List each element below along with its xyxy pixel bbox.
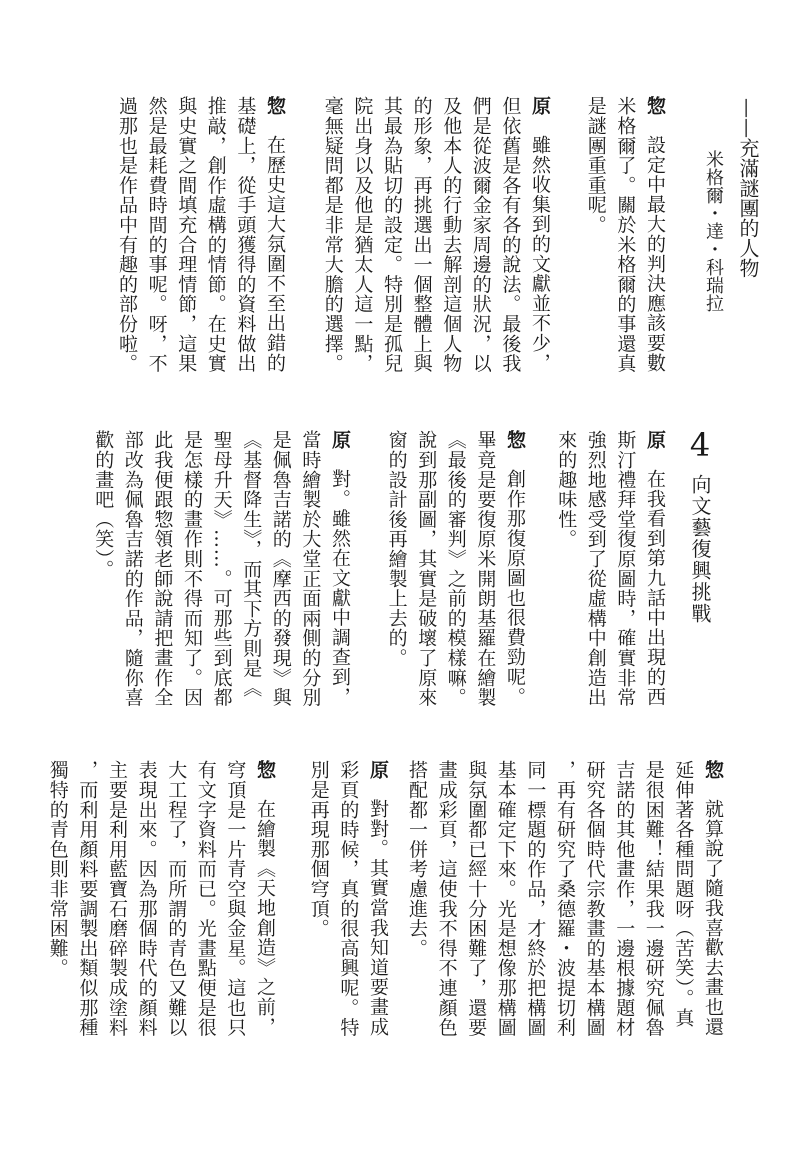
chapter-heading <box>681 426 719 625</box>
text-line: 此我便跟惣領老師說請把畫作全 <box>151 430 174 708</box>
speaker-mark: 原 <box>329 430 351 450</box>
text-column <box>75 760 99 1037</box>
text-column <box>554 430 578 549</box>
text-line: 畫成彩頁，這使我不得不連顏色 <box>435 760 458 1038</box>
speaker-mark: 原 <box>367 760 389 780</box>
text-line: 來的趣味性。 <box>555 430 578 549</box>
text-column <box>223 760 247 1037</box>
text-line: 獨特的青色則非常困難。 <box>46 760 69 978</box>
text-line: 毫無疑問都是非常大膽的選擇。 <box>321 96 344 374</box>
text-column <box>115 96 139 373</box>
text-column <box>405 760 429 958</box>
text-line: 在歷史這大氛圍不至出錯的 <box>264 134 286 373</box>
text-line: ，再有研究了桑德羅・波提切利 <box>554 760 576 1038</box>
text-column <box>494 760 518 1037</box>
text-line: 有文字資料而已。光畫點便是很 <box>194 760 217 1038</box>
text-column <box>46 760 70 978</box>
text-column <box>135 760 159 1037</box>
text-line: 同一標題的作品，才終於把構圖 <box>524 760 547 1038</box>
text-line: 別是再現那個穹頂。 <box>307 760 330 939</box>
text-column <box>328 430 352 706</box>
text-line: 在繪製《天地創造》之前， <box>254 798 276 1037</box>
text-line: 然是最耗費時間的事呢。呀，不 <box>145 96 168 374</box>
text-column <box>263 96 287 372</box>
text-column <box>410 96 434 373</box>
text-line: 是謎團重重呢。 <box>584 96 607 235</box>
text-line: 畢竟是要復原米開朗基羅在繪製 <box>474 430 497 708</box>
text-line: 米格爾了。關於米格爾的事還真 <box>614 96 637 374</box>
text-line: 是怎樣的畫作則不得而知了。因 <box>181 430 203 708</box>
chapter-title: 向文藝復興挑戰 <box>688 474 712 625</box>
text-column <box>523 760 547 1037</box>
text-line: 設定中最大的判決應該要數 <box>644 134 666 373</box>
text-line: 彩頁的時候，真的很高興呢。特 <box>337 760 360 1038</box>
text-column <box>164 760 188 1037</box>
text-column <box>180 430 204 707</box>
text-column <box>642 760 666 1037</box>
text-line: 雖然收集到的文獻並不少， <box>529 134 551 373</box>
text-column <box>612 760 636 1037</box>
text-column <box>350 96 374 373</box>
text-line: 對對。其實當我知道要畫成 <box>367 798 389 1037</box>
text-column <box>435 760 459 1037</box>
text-column <box>307 760 331 938</box>
text-column <box>366 760 390 1036</box>
text-line: 但依舊是各有各的說法。最後我 <box>499 96 522 374</box>
text-line: 其最為貼切的設定。特別是孤兒 <box>381 96 403 374</box>
text-line: 主要是利用藍寶石磨碎製成塗料 <box>106 760 128 1038</box>
text-line: 強烈地感受到了從虛構中創造出 <box>584 430 607 708</box>
text-column <box>503 430 527 706</box>
section-subtitle: 米格爾・達・科瑞拉 <box>703 150 724 312</box>
text-line: 是佩魯吉諾的《摩西的發現》與 <box>269 430 292 708</box>
text-line: 表現出來。因為那個時代的顏料 <box>135 760 158 1038</box>
text-line: 就算說了隨我喜歡去畫也還 <box>702 798 724 1037</box>
speaker-mark: 原 <box>529 96 551 116</box>
text-column <box>91 430 115 579</box>
text-line: 斯汀禮拜堂復原圖時，確實非常 <box>614 430 637 708</box>
text-line: 窗的設計後再繪製上去的。 <box>385 430 408 668</box>
text-line: 對。雖然在文獻中調查到， <box>329 468 351 707</box>
text-line: 大工程了，而所謂的青色又難以 <box>165 760 188 1038</box>
text-column <box>498 96 522 373</box>
chapter-number: 4 <box>681 426 719 464</box>
text-line: 們是從波爾金家周邊的狀況，以 <box>469 96 492 374</box>
text-line: ，而利用顏料要調製出類似那種 <box>76 760 99 1038</box>
text-line: 基本確定下來。光是想像那構圖 <box>494 760 517 1038</box>
text-column <box>469 96 493 373</box>
text-line: 延伸著各種問題呀（苦笑）。真 <box>672 760 695 1028</box>
text-column <box>584 96 608 235</box>
text-column <box>414 430 438 707</box>
text-column <box>174 96 198 373</box>
text-column <box>464 760 488 1037</box>
text-column <box>528 96 552 372</box>
text-line: 穹頂是一片青空與金星。這也只 <box>224 760 247 1038</box>
text-line: 創作那復原圖也很費勁呢。 <box>504 468 526 707</box>
text-column <box>473 430 497 707</box>
text-line: 說到那副圖，其實是破壞了原來 <box>415 430 438 708</box>
text-column <box>583 760 607 1037</box>
text-column <box>444 430 468 707</box>
speaker-mark: 惣 <box>264 96 286 116</box>
text-line: 是很困難！結果我一邊研究佩魯 <box>642 760 665 1038</box>
text-line: 及他本人的行動去解剖這個人物 <box>440 96 463 374</box>
text-column <box>204 96 228 373</box>
speaker-mark: 原 <box>644 430 666 450</box>
text-line: 歡的畫吧（笑）。 <box>92 430 115 579</box>
text-column <box>145 96 169 373</box>
text-column <box>613 96 637 373</box>
text-line: 《基督降生》，而其下方則是《 <box>240 430 263 698</box>
text-column <box>233 96 257 373</box>
text-column <box>671 760 695 1028</box>
text-line: 過那也是作品中有趣的部份啦。 <box>116 96 138 374</box>
text-line: 吉諾的其他畫作，一邊根據題材 <box>613 760 636 1038</box>
speaker-mark: 惣 <box>504 430 526 450</box>
speaker-mark: 惣 <box>702 760 724 780</box>
text-column <box>105 760 129 1037</box>
text-column <box>194 760 218 1037</box>
text-column <box>385 430 409 668</box>
text-column <box>269 430 293 707</box>
speaker-mark: 惣 <box>644 96 666 116</box>
text-line: 部改為佩魯吉諾的作品，隨你喜 <box>121 430 144 708</box>
text-line: 推敲，創作虛構的情節。在史實 <box>204 96 227 374</box>
speaker-mark: 惣 <box>254 760 276 780</box>
text-column <box>380 96 404 373</box>
text-column <box>584 430 608 707</box>
text-line: 《最後的審判》之前的模樣嘛。 <box>444 430 467 708</box>
section-title: ——充滿謎團的人物 <box>736 98 760 278</box>
text-line: 與氛圍都已經十分困難了，還要 <box>465 760 488 1038</box>
text-column <box>321 96 345 373</box>
text-line: 與史實之間填充合理情節，這果 <box>175 96 198 374</box>
text-column <box>253 760 277 1036</box>
text-line: 基礎上，從手頭獲得的資料做出 <box>234 96 257 374</box>
text-line: 在我看到第九話中出現的西 <box>644 468 666 707</box>
text-column <box>553 760 577 1037</box>
text-line: 的形象，再挑選出一個整體上與 <box>410 96 433 374</box>
text-column <box>439 96 463 373</box>
text-column <box>336 760 360 1037</box>
text-column <box>643 430 667 706</box>
text-line: 搭配都一併考慮進去。 <box>406 760 428 958</box>
text-column <box>121 430 145 707</box>
text-column <box>239 430 263 698</box>
text-column <box>643 96 667 372</box>
text-line: 聖母升天》……。可那些到底都 <box>210 430 233 708</box>
text-line: 研究各個時代宗教畫的基本構圖 <box>583 760 606 1038</box>
text-column <box>150 430 174 707</box>
text-line: 院出身以及他是猶太人這一點， <box>351 96 374 374</box>
text-column <box>613 430 637 707</box>
text-column <box>298 430 322 707</box>
text-column <box>210 430 234 707</box>
text-column <box>701 760 725 1036</box>
text-line: 當時繪製於大堂正面兩側的分別 <box>299 430 322 708</box>
